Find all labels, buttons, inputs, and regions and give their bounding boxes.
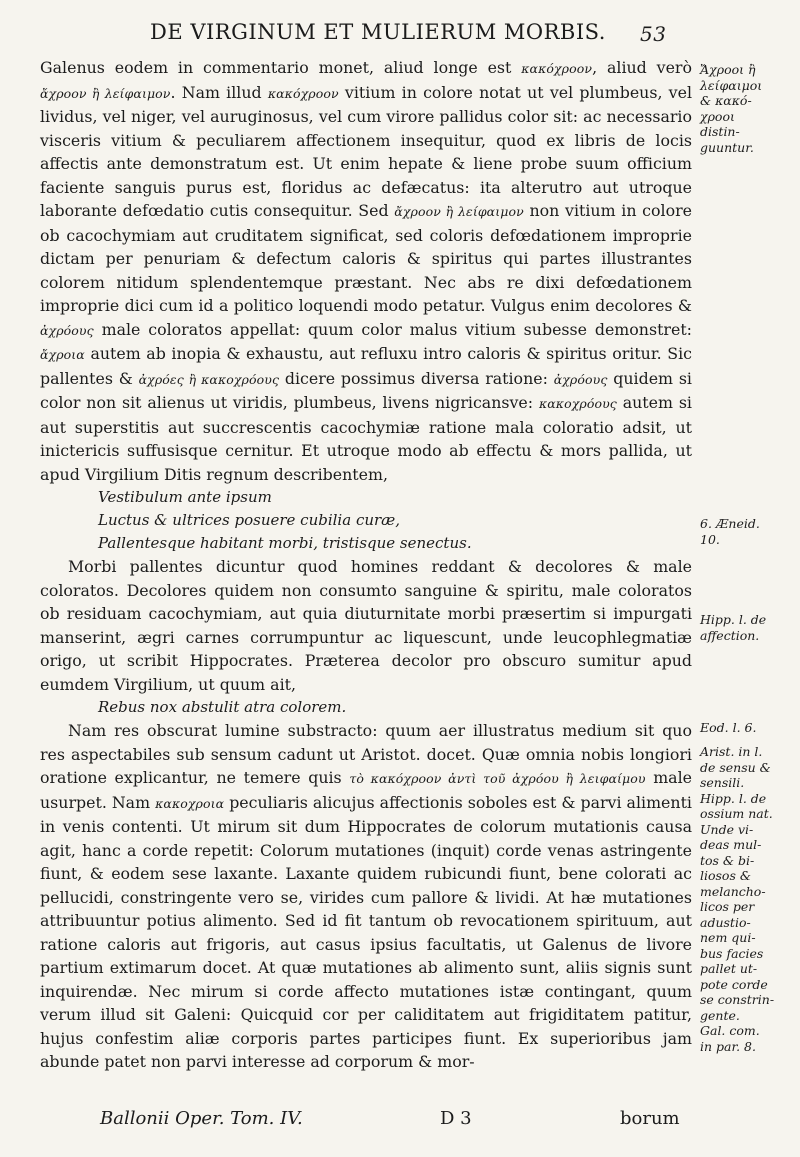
margin-note-line: nem qui- [700, 930, 756, 945]
margin-note-line: λείφαιμοι [700, 77, 763, 93]
margin-note-line: pote corde [700, 976, 768, 992]
verse-line: Vestibulum ante ipsum [98, 488, 272, 506]
greek-term: τὸ κακόχροον ἀντὶ τοῦ ἀχρόου ἢ λειφαίμου [349, 771, 646, 786]
greek-term: ἄχροον ἢ λείφαιμον [394, 204, 524, 219]
text-run: male coloratos appellat: quum color malus vitium subesse demonstret: [93, 319, 692, 339]
margin-note-5 [700, 744, 796, 1054]
text-run: Galenus eodem in commentario monet, aliud longe est [40, 58, 522, 77]
signature-mark: D 3 [440, 1108, 472, 1129]
margin-note-line: pallet ut- [700, 961, 758, 976]
margin-note-line: ossium nat. [700, 806, 773, 821]
margin-note-line: gente. [700, 1007, 740, 1023]
margin-note-line: Arist. in l. [700, 744, 763, 759]
margin-note-4 [700, 720, 796, 736]
margin-note-line: in par. 8. [700, 1038, 756, 1054]
margin-note-line: liosos & [700, 868, 751, 883]
text-run: dicere possimus diversa ratione: [279, 368, 554, 388]
margin-note-line: χροοι [700, 108, 735, 124]
paragraph [40, 555, 692, 696]
page-title: DE VIRGINUM ET MULIERUM MORBIS. [150, 20, 606, 44]
margin-note-line: Unde vi- [700, 821, 754, 837]
margin-note-line: guuntur. [700, 139, 754, 155]
margin-note-line: Hipp. l. de [700, 612, 767, 627]
margin-note-line: tos & bi- [700, 852, 755, 868]
text-run: quidem si color non sit alienus ut viridis, plumbeus, livens nigricansve: [40, 368, 692, 412]
margin-note-line: bus facies [700, 945, 764, 961]
margin-note-line: adustio- [700, 914, 751, 930]
margin-note-1 [700, 62, 796, 155]
margin-note-line: licos per [700, 899, 755, 914]
greek-term: κακόχροον [267, 85, 339, 101]
text-run: Morbi pallentes dicuntur quod homines reddant & decolores & male coloratos. Decolores quidem non consumto sanguine & spiritu, male coloratos ob residuam cacochymiam, aut quia diuturnitate morbi præsertim si impurgati manserint, ægri carnes corrumpuntur ac liquescunt, unde leucophlegmatiæ origo, ut scribit Hippocrates. Præterea decolor pro obscuro sumitur apud eumdem Virgilium, ut quum ait, [40, 557, 692, 694]
margin-note-line: de sensu & [700, 759, 771, 775]
margin-note-line: deas mul- [700, 837, 762, 852]
text-run: peculiaris alicujus affectionis soboles est & parvi alimenti in venis contenti. Ut mirum sit dum Hippocrates de colorum mutationis causa agit, hanc a corde repetit: Colorum mutationes (inquit) corde venas astringente fiunt, & eodem sese laxante. Laxante quidem rubicundi fiunt, bene colorati ac pellucidi, constringente vero se, virides cum pallore & lividi. At hæ mutationes attribuuntur potius alimento. Sed id fit tantum ob revocationem spirituum, aut ratione caloris aut frigoris, aut casus ipsius facultatis, ut Galenus de livore partium extimarum docet. At quæ mutationes ab alimento sunt, aliis signis sunt inquirendæ. Nec mirum si corde affecto mutationes istæ contingant, quum verum illud sit Galeni: Quicquid cor per caliditatem aut frigiditatem patitur, hujus confestim aliæ corporis partes participes fiunt. Ex superioribus jam abunde patet non parvi interesse ad corporum & mor- [40, 792, 692, 1071]
page-number: 53 [640, 22, 667, 46]
margin-note-line: se constrin- [700, 992, 775, 1007]
margin-note-3 [700, 612, 796, 643]
margin-note-line: Eod. l. 6. [700, 720, 757, 735]
greek-term: ἀχρόους [40, 322, 94, 338]
text-run: , aliud verò [592, 58, 692, 77]
margin-note-line: 10. [700, 531, 720, 547]
margin-note-line: affection. [700, 627, 760, 643]
margin-note-line: melancho- [700, 883, 766, 899]
margin-note-line: distin- [700, 124, 740, 139]
greek-term: κακοχρόους [538, 396, 617, 411]
verse-line: Pallentesque habitant morbi, tristisque senectus. [98, 534, 472, 552]
margin-note-line: Gal. com. [700, 1023, 760, 1038]
text-run: non vitium in colore ob cacochymiam aut cruditatem significat, sed coloris defœdationem improprie dictam per penuriam & defectum caloris & spiritus qui partes illustrantes colorem nitidum splendentemque præstant. Nec abs re dixi defœdationem improprie dici cum id a politico loquendi modo petatur. Vulgus enim decolores & [40, 201, 693, 315]
greek-term: κακοχροια [155, 795, 225, 811]
margin-note-line: Hipp. l. de [700, 790, 767, 806]
greek-term: κακόχροον [521, 61, 593, 76]
text-run: . Nam illud [170, 82, 268, 102]
text-run: autem ab inopia & exhaustu, aut refluxu intro caloris & spiritus oritur. Sic pallentes & [40, 344, 692, 388]
text-run: vitium in colore notat ut vel plumbeus, vel lividus, vel niger, vel auruginosus, vel cum virore pallidus color sit: ac necessario visceris vitium & peculiarem affectionem insequitur, quod ex libris de locis affectis ante demonstratum est. Ut enim hepate & liene probe suum officium faciente sanguis purus est, floridus ac defæcatus: ita alterutro aut utroque laborante defœdatio cutis consequitur. Sed [40, 82, 693, 220]
verse-line: Luctus & ultrices posuere cubilia curæ, [98, 511, 401, 529]
greek-term: ἀχρόους [553, 371, 608, 387]
margin-note-line: & κακό- [700, 93, 752, 108]
margin-note-2 [700, 516, 796, 547]
footer-title: Ballonii Oper. Tom. IV. [100, 1108, 303, 1129]
greek-term: ἄχροια [40, 347, 85, 362]
greek-term: ἄχροον ἢ λείφαιμον [40, 85, 171, 101]
margin-note-line: Ἄχροοι ἢ [700, 62, 756, 77]
paragraph [40, 56, 692, 486]
catchword: borum [620, 1108, 680, 1129]
margin-note-line: sensili. [700, 775, 745, 790]
text-run: autem si aut superstitis aut succrescentis cacochymiæ ratione mala coloratio adsit, ut inictericis suffusisque cernitur. Et utroque modo ab effectu & mors pallida, ut apud Virgilium Ditis regnum describentem, [40, 393, 692, 484]
margin-note-line: 6. Æneid. [700, 516, 760, 531]
running-head [150, 20, 770, 44]
text-run: Nam res obscurat lumine substracto: quum aer illustratus medium sit quo res aspectabiles sub sensum cadunt ut Aristot. docet. Quæ omnia nobis longiori oratione explicantur, ne temere quis [40, 721, 692, 787]
text-run: male usurpet. Nam [40, 768, 692, 812]
greek-term: ἀχρόες ἢ κακοχρόους [138, 371, 280, 387]
paragraph [40, 719, 692, 1074]
body-text [40, 56, 692, 1074]
verse-line: Rebus nox abstulit atra colorem. [98, 698, 347, 716]
